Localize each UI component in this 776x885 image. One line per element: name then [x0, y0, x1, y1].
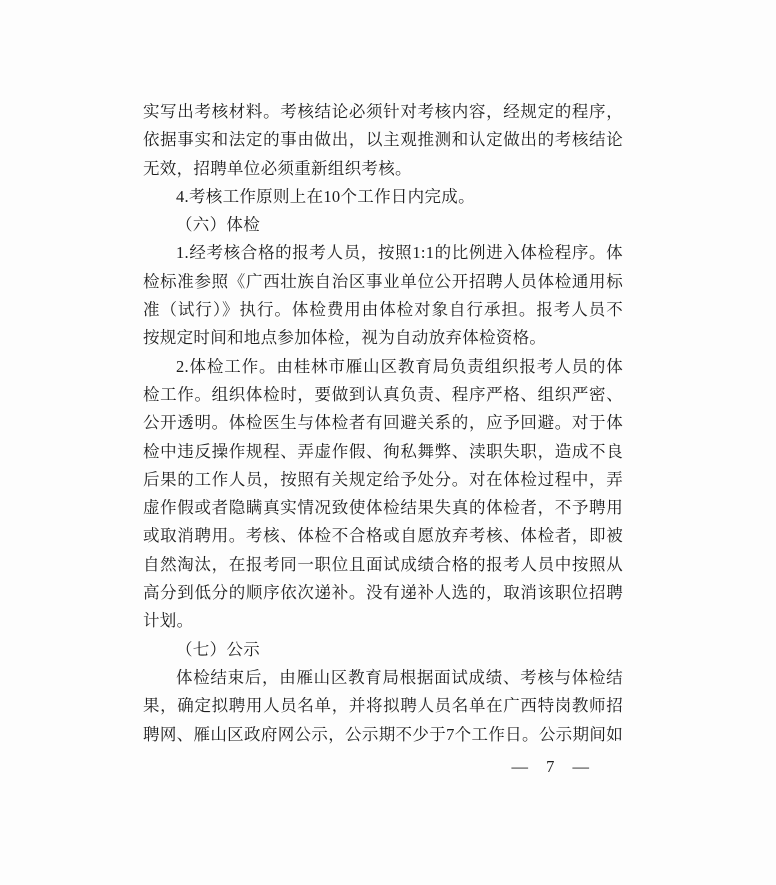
text-line: 或取消聘用。考核、体检不合格或自愿放弃考核、体检者，即被 — [143, 526, 623, 546]
text-line: 后果的工作人员，按照有关规定给予处分。对在体检过程中，弄 — [143, 469, 623, 489]
page-number: — 7 — — [511, 757, 593, 776]
text-line: （六）体检 — [176, 215, 260, 235]
text-line: 检中违反操作规程、弄虚作假、徇私舞弊、渎职失职，造成不良 — [143, 441, 623, 461]
body-text — [143, 98, 623, 749]
text-line: 高分到低分的顺序依次递补。没有递补人选的，取消该职位招聘 — [143, 583, 623, 603]
text-line: 虚作假或者隐瞒真实情况致使体检结果失真的体检者，不予聘用 — [143, 498, 623, 518]
text-line: 1.经考核合格的报考人员，按照1:1的比例进入体检程序。体 — [176, 243, 623, 263]
text-line: 果，确定拟聘用人员名单，并将拟聘人员名单在广西特岗教师招 — [143, 696, 623, 716]
text-line: 体检结束后，由雁山区教育局根据面试成绩、考核与体检结 — [176, 667, 623, 687]
text-line: 准（试行）》执行。体检费用由体检对象自行承担。报考人员不 — [143, 300, 623, 320]
text-line: 聘网、雁山区政府网公示，公示期不少于7个工作日。公示期间如 — [143, 724, 623, 744]
text-line: 公开透明。体检医生与体检者有回避关系的，应予回避。对于体 — [143, 413, 623, 433]
text-line: 计划。 — [143, 611, 194, 631]
text-line: 按规定时间和地点参加体检，视为自动放弃体检资格。 — [143, 328, 547, 348]
text-line: 检标准参照《广西壮族自治区事业单位公开招聘人员体检通用标 — [143, 271, 623, 291]
text-line: （七）公示 — [176, 639, 260, 659]
text-line: 无效，招聘单位必须重新组织考核。 — [143, 158, 412, 178]
text-line: 4.考核工作原则上在10个工作日内完成。 — [176, 186, 475, 206]
text-line: 实写出考核材料。考核结论必须针对考核内容，经规定的程序， — [143, 102, 623, 121]
text-line: 自然淘汰，在报考同一职位且面试成绩合格的报考人员中按照从 — [143, 554, 623, 574]
text-line: 依据事实和法定的事由做出，以主观推测和认定做出的考核结论 — [143, 130, 623, 150]
text-line: 2.体检工作。由桂林市雁山区教育局负责组织报考人员的体 — [176, 356, 623, 376]
text-line: 检工作。组织体检时，要做到认真负责、程序严格、组织严密、 — [143, 384, 623, 404]
